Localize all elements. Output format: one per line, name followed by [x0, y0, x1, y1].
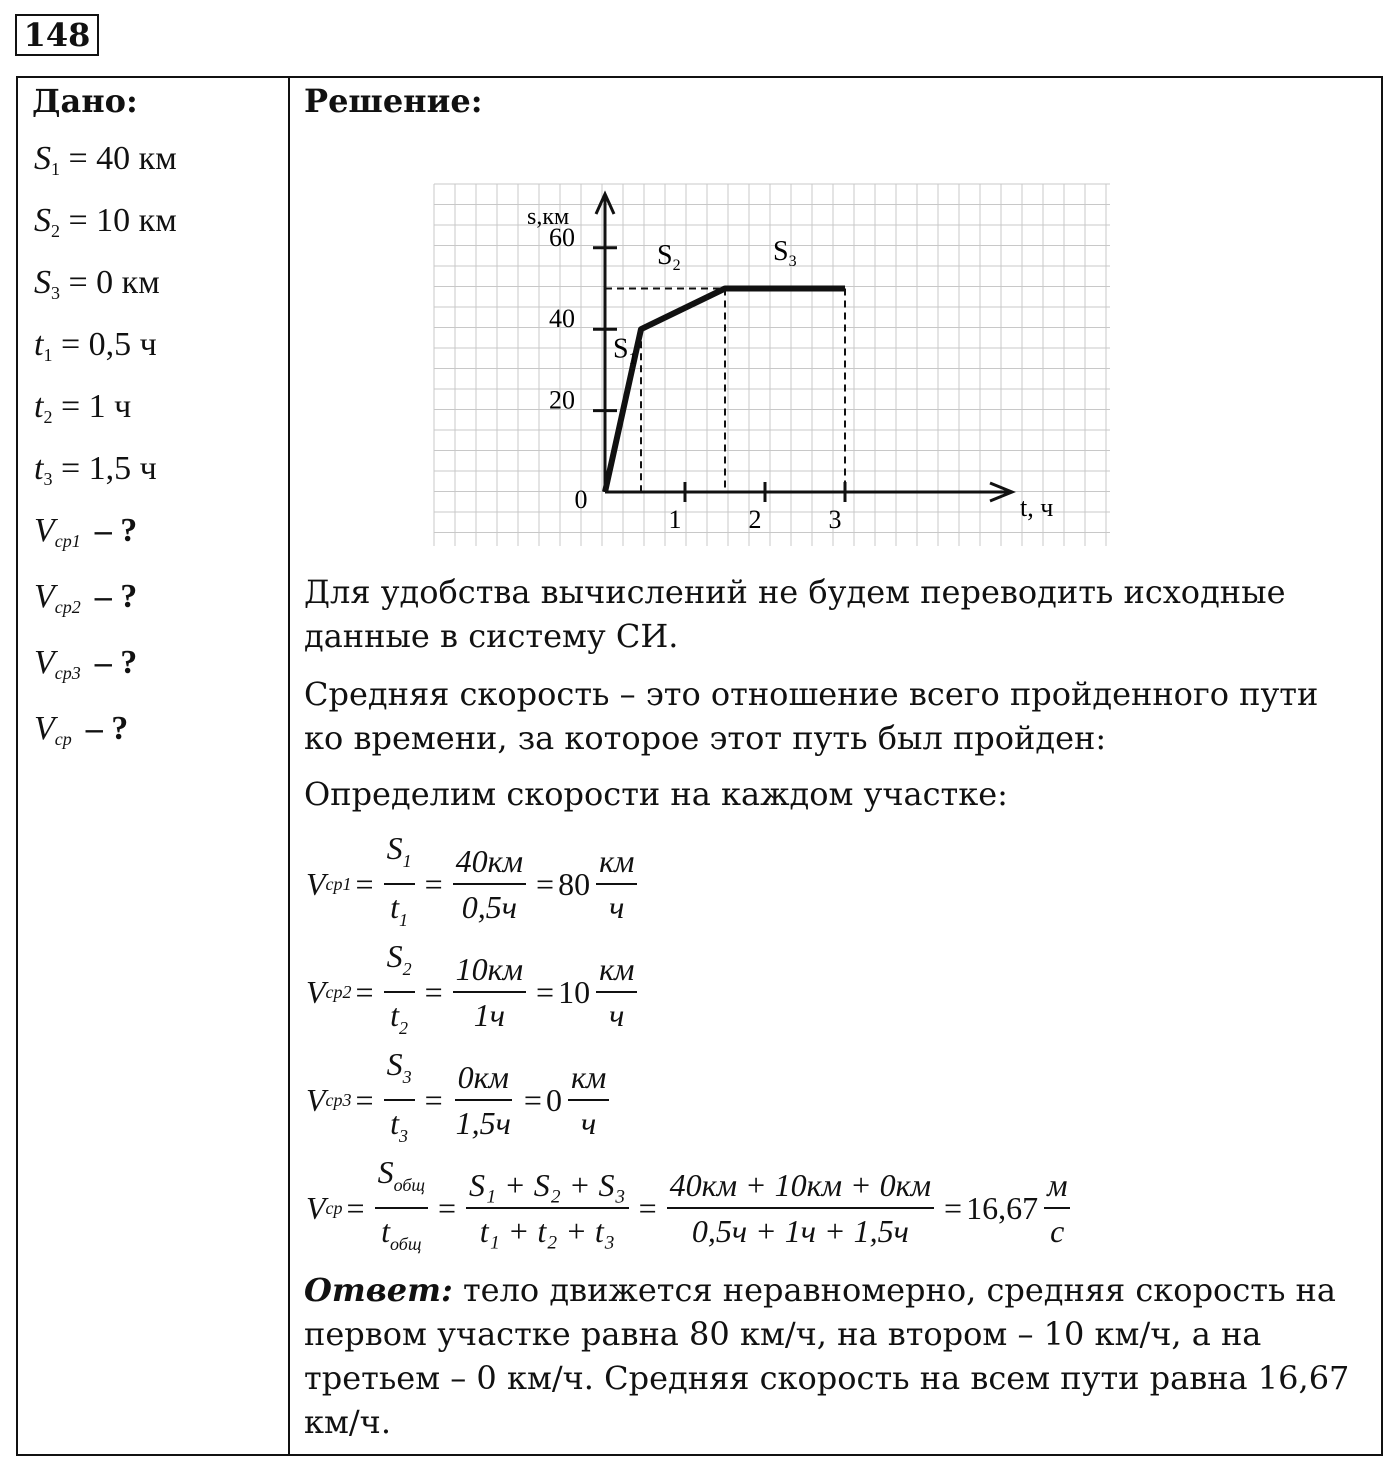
- problem-number: 148: [15, 14, 99, 56]
- x-axis-label: t, ч: [1020, 493, 1054, 522]
- y-tick-label: 40: [549, 304, 575, 334]
- given-t3: $t_3 = 1,5$ ч: [34, 450, 157, 489]
- paragraph-definition: Средняя скорость – это отношение всего пройденного пути ко времени, за которое этот путь был пройден:: [304, 675, 1319, 757]
- x-tick-label: 2: [748, 505, 762, 534]
- paragraph-units: Для удобства вычислений не будем переводить исходные данные в систему СИ.: [304, 573, 1286, 655]
- answer-text: тело движется неравномерно, средняя скорость на первом участке равна 80 км/ч, на втором – 10 км/ч, а на третьем – 0 км/ч. Средняя скорость на всем пути равна 16,67 км/ч.: [304, 1271, 1350, 1441]
- given-s2: $S_2 = 10$ км: [34, 202, 177, 241]
- formula-vcp1: V ср1 = $\frac{S_1}{t_1}$ = $\frac{40км}{0,5ч}$ = 80 $\frac{км}{ч}$: [306, 828, 643, 940]
- formula-vcp-total: V ср = $\frac{S_{общ}}{t_{общ}}$ = $\frac{\text{S₁ + S₂ + S₃}}{\text{t₁ + t₂ + t₃}}$ = $\frac{40км + 10км + 0км}{0,5ч + 1ч + 1,5ч}$ = 16,67 $\frac{м}{с}$: [306, 1152, 1076, 1264]
- formula-vcp3: V ср3 = $\frac{S_3}{t_3}$ = $\frac{0км}{1,5ч}$ = 0 $\frac{км}{ч}$: [306, 1044, 615, 1156]
- distance-time-graph: [430, 178, 1120, 550]
- segment-label-s3: $S_3$: [773, 236, 797, 271]
- y-tick-label: 60: [549, 222, 575, 252]
- given-s1: $S_1 = 40$ км: [34, 140, 177, 179]
- origin-label: 0: [574, 485, 588, 514]
- given-t1: $t_1 = 0,5$ ч: [34, 326, 157, 365]
- formula-vcp2: V ср2 = $\frac{S_2}{t_2}$ = $\frac{10км}{1ч}$ = 10 $\frac{км}{ч}$: [306, 936, 643, 1048]
- answer-paragraph: [304, 1268, 1364, 1444]
- segment-label-s2: $S_2$: [657, 240, 681, 275]
- segment-label-s1: $S_1$: [613, 333, 637, 368]
- unknown-vcp2: $V_{ср2}$ – ?: [34, 578, 138, 617]
- given-heading: Дано:: [32, 82, 138, 120]
- y-axis-label: s,км: [527, 204, 570, 230]
- unknown-vcp3: $V_{ср3}$ – ?: [34, 644, 138, 683]
- unknown-vcp1: $V_{ср1}$ – ?: [34, 512, 138, 551]
- solution-heading: Решение:: [304, 82, 483, 120]
- x-tick-label: 1: [668, 505, 682, 534]
- x-tick-label: 3: [828, 505, 842, 534]
- unknown-vcp: $V_{ср}$ – ?: [34, 710, 129, 749]
- answer-label: Ответ:: [304, 1271, 453, 1309]
- column-divider: [288, 76, 290, 1456]
- given-s3: $S_3 = 0$ км: [34, 264, 160, 303]
- given-t2: $t_2 = 1$ ч: [34, 388, 132, 427]
- paragraph-segments: Определим скорости на каждом участке:: [304, 775, 1008, 813]
- given-list: [34, 134, 177, 770]
- y-tick-label: 20: [549, 385, 575, 415]
